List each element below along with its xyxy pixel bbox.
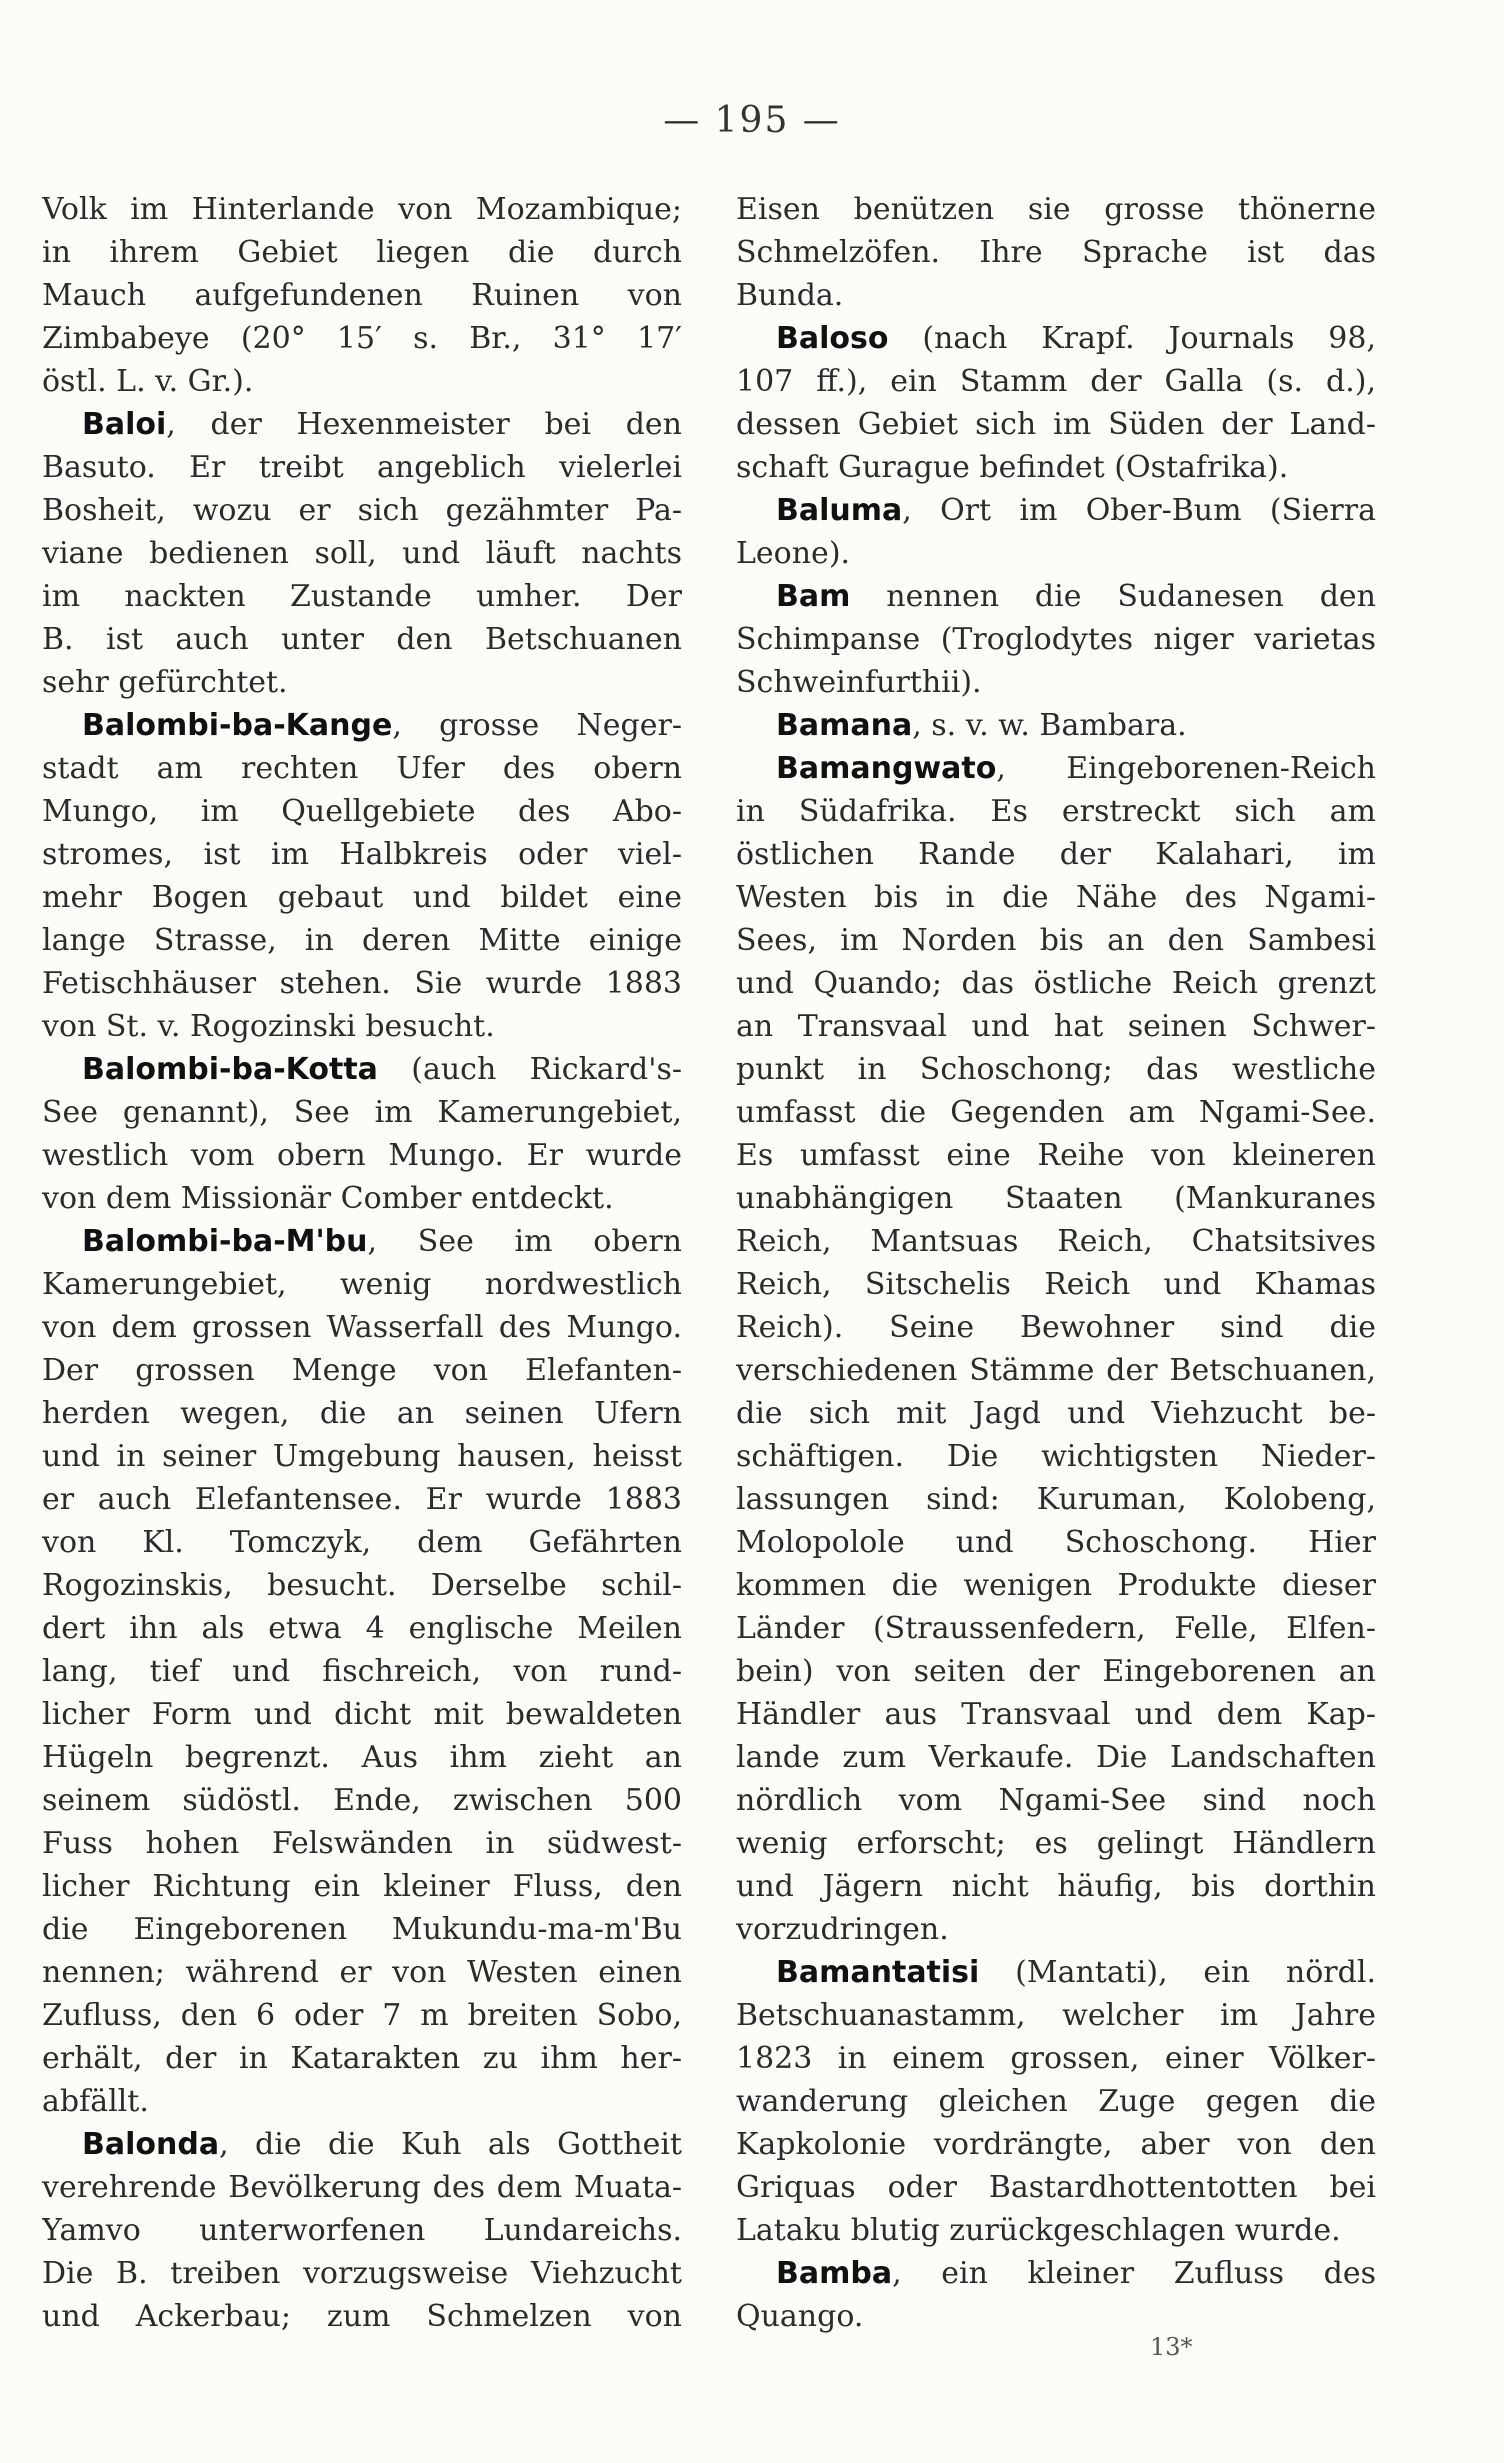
line-text: kommen die wenigen Produkte dieser bbox=[736, 1568, 1376, 1603]
text-line bbox=[42, 962, 682, 1005]
text-line bbox=[42, 1693, 682, 1736]
text-line bbox=[42, 833, 682, 876]
text-line bbox=[42, 1650, 682, 1693]
line-text: Schweinfurthii). bbox=[736, 665, 982, 700]
text-line bbox=[42, 1478, 682, 1521]
line-text: Es umfasst eine Reihe von kleineren bbox=[736, 1138, 1376, 1173]
line-text: Schmelzöfen. Ihre Sprache ist das bbox=[736, 235, 1376, 270]
line-text: unabhängigen Staaten (Mankuranes bbox=[736, 1181, 1376, 1216]
text-line bbox=[42, 1521, 682, 1564]
line-text: dessen Gebiet sich im Süden der Land- bbox=[736, 407, 1376, 442]
line-text: (auch Rickard's- bbox=[377, 1052, 682, 1087]
text-line bbox=[736, 1650, 1376, 1693]
entry-headword: Balombi-ba-Kange bbox=[82, 708, 393, 743]
line-text: lange Strasse, in deren Mitte einige bbox=[42, 923, 682, 958]
line-text: , grosse Neger- bbox=[392, 708, 682, 743]
text-line bbox=[42, 1091, 682, 1134]
text-line bbox=[736, 1306, 1376, 1349]
line-text: herden wegen, die an seinen Ufern bbox=[42, 1396, 682, 1431]
right-column bbox=[736, 188, 1376, 2338]
line-text: Reich, Sitschelis Reich und Khamas bbox=[736, 1267, 1376, 1302]
line-text: nennen die Sudanesen den bbox=[850, 579, 1376, 614]
line-text: Fetischhäuser stehen. Sie wurde 1883 bbox=[42, 966, 682, 1001]
text-line bbox=[736, 790, 1376, 833]
text-line bbox=[42, 2166, 682, 2209]
entry-headword: Balombi-ba-Kotta bbox=[82, 1052, 378, 1087]
entry-headword: Balombi-ba-M'bu bbox=[82, 1224, 368, 1259]
line-text: sehr gefürchtet. bbox=[42, 665, 288, 700]
left-column bbox=[42, 188, 682, 2338]
text-line bbox=[42, 1908, 682, 1951]
text-line bbox=[736, 2295, 1376, 2338]
line-text: licher Form und dicht mit bewaldeten bbox=[42, 1697, 682, 1732]
text-line bbox=[42, 1306, 682, 1349]
text-line bbox=[42, 489, 682, 532]
line-text: licher Richtung ein kleiner Fluss, den bbox=[42, 1869, 682, 1904]
line-text: die sich mit Jagd und Viehzucht be- bbox=[736, 1396, 1376, 1431]
text-line bbox=[42, 1951, 682, 1994]
line-text: Hügeln begrenzt. Aus ihm zieht an bbox=[42, 1740, 682, 1775]
text-line bbox=[736, 1091, 1376, 1134]
line-text: Zimbabeye (20° 15′ s. Br., 31° 17′ bbox=[42, 321, 682, 356]
line-text: Mauch aufgefundenen Ruinen von bbox=[42, 278, 682, 313]
text-line bbox=[42, 1392, 682, 1435]
entry-headword: Balonda bbox=[82, 2127, 220, 2162]
line-text: Lataku blutig zurückgeschlagen wurde. bbox=[736, 2213, 1341, 2248]
line-text: , Ort im Ober-Bum (Sierra bbox=[902, 493, 1376, 528]
text-line bbox=[736, 446, 1376, 489]
text-line bbox=[42, 1048, 682, 1091]
text-line bbox=[42, 790, 682, 833]
text-line bbox=[42, 1779, 682, 1822]
text-line bbox=[42, 1005, 682, 1048]
line-text: Reich). Seine Bewohner sind die bbox=[736, 1310, 1376, 1345]
text-line bbox=[42, 188, 682, 231]
text-line bbox=[42, 919, 682, 962]
line-text: dert ihn als etwa 4 englische Meilen bbox=[42, 1611, 682, 1646]
text-line bbox=[736, 1349, 1376, 1392]
line-text: und in seiner Umgebung hausen, heisst bbox=[42, 1439, 682, 1474]
line-text: Westen bis in die Nähe des Ngami- bbox=[736, 880, 1376, 915]
line-text: punkt in Schoschong; das westliche bbox=[736, 1052, 1376, 1087]
line-text: Griquas oder Bastardhottentotten bei bbox=[736, 2170, 1376, 2205]
line-text: , die die Kuh als Gottheit bbox=[219, 2127, 682, 2162]
text-line bbox=[736, 2166, 1376, 2209]
line-text: westlich vom obern Mungo. Er wurde bbox=[42, 1138, 682, 1173]
text-line bbox=[42, 274, 682, 317]
line-text: Molopolole und Schoschong. Hier bbox=[736, 1525, 1376, 1560]
text-line bbox=[42, 1435, 682, 1478]
text-line bbox=[736, 2080, 1376, 2123]
line-text: von dem Missionär Comber entdeckt. bbox=[42, 1181, 614, 1216]
text-line bbox=[736, 2209, 1376, 2252]
text-line bbox=[736, 2037, 1376, 2080]
line-text: abfällt. bbox=[42, 2084, 149, 2119]
text-line bbox=[736, 1048, 1376, 1091]
text-line bbox=[736, 274, 1376, 317]
line-text: seinem südöstl. Ende, zwischen 500 bbox=[42, 1783, 682, 1818]
line-text: im nackten Zustande umher. Der bbox=[42, 579, 682, 614]
line-text: viane bedienen soll, und läuft nachts bbox=[42, 536, 682, 571]
text-line bbox=[736, 1779, 1376, 1822]
line-text: Rogozinskis, besucht. Derselbe schil- bbox=[42, 1568, 682, 1603]
line-text: wenig erforscht; es gelingt Händlern bbox=[736, 1826, 1376, 1861]
text-line bbox=[42, 2295, 682, 2338]
line-text: , ein kleiner Zufluss des bbox=[892, 2256, 1376, 2291]
line-text: Bosheit, wozu er sich gezähmter Pa- bbox=[42, 493, 682, 528]
text-line bbox=[736, 1908, 1376, 1951]
line-text: an Transvaal und hat seinen Schwer- bbox=[736, 1009, 1376, 1044]
text-line bbox=[42, 1263, 682, 1306]
text-line bbox=[42, 1349, 682, 1392]
line-text: östl. L. v. Gr.). bbox=[42, 364, 254, 399]
text-line bbox=[42, 446, 682, 489]
line-text: 107 ff.), ein Stamm der Galla (s. d.), bbox=[736, 364, 1376, 399]
text-line bbox=[736, 1521, 1376, 1564]
entry-headword: Baluma bbox=[776, 493, 903, 528]
line-text: See genannt), See im Kamerungebiet, bbox=[42, 1095, 682, 1130]
text-line bbox=[42, 661, 682, 704]
sheet-signature: 13* bbox=[1150, 2333, 1193, 2361]
text-line bbox=[42, 618, 682, 661]
text-line bbox=[42, 876, 682, 919]
line-text: und Ackerbau; zum Schmelzen von bbox=[42, 2299, 682, 2334]
text-line bbox=[42, 2252, 682, 2295]
line-text: Fuss hohen Felswänden in südwest- bbox=[42, 1826, 682, 1861]
text-line bbox=[736, 1134, 1376, 1177]
text-line bbox=[736, 704, 1376, 747]
line-text: in Südafrika. Es erstreckt sich am bbox=[736, 794, 1376, 829]
line-text: lassungen sind: Kuruman, Kolobeng, bbox=[736, 1482, 1376, 1517]
line-text: lande zum Verkaufe. Die Landschaften bbox=[736, 1740, 1376, 1775]
text-line bbox=[736, 2123, 1376, 2166]
line-text: wanderung gleichen Zuge gegen die bbox=[736, 2084, 1376, 2119]
entry-headword: Baloi bbox=[82, 407, 167, 442]
text-line bbox=[42, 2037, 682, 2080]
text-line bbox=[736, 833, 1376, 876]
line-text: verschiedenen Stämme der Betschuanen, bbox=[736, 1353, 1376, 1388]
line-text: Yamvo unterworfenen Lundareichs. bbox=[42, 2213, 682, 2248]
text-line bbox=[736, 1607, 1376, 1650]
line-text: Die B. treiben vorzugsweise Viehzucht bbox=[42, 2256, 682, 2291]
text-line bbox=[736, 360, 1376, 403]
text-line bbox=[736, 1392, 1376, 1435]
entry-headword: Bam bbox=[776, 579, 851, 614]
text-line bbox=[42, 532, 682, 575]
text-line bbox=[736, 575, 1376, 618]
line-text: Volk im Hinterlande von Mozambique; bbox=[42, 192, 682, 227]
line-text: , s. v. w. Bambara. bbox=[912, 708, 1187, 743]
text-line bbox=[736, 1478, 1376, 1521]
entry-headword: Bamana bbox=[776, 708, 913, 743]
text-line bbox=[736, 661, 1376, 704]
line-text: von St. v. Rogozinski besucht. bbox=[42, 1009, 495, 1044]
text-line bbox=[736, 1736, 1376, 1779]
page-number: — 195 — bbox=[663, 100, 841, 141]
line-text: stadt am rechten Ufer des obern bbox=[42, 751, 682, 786]
text-line bbox=[42, 2123, 682, 2166]
line-text: in ihrem Gebiet liegen die durch bbox=[42, 235, 682, 270]
line-text: lang, tief und fischreich, von rund- bbox=[42, 1654, 682, 1689]
line-text: bein) von seiten der Eingeborenen an bbox=[736, 1654, 1376, 1689]
text-line bbox=[42, 1822, 682, 1865]
text-line bbox=[736, 2252, 1376, 2295]
text-line bbox=[42, 1220, 682, 1263]
text-line bbox=[736, 1005, 1376, 1048]
line-text: Reich, Mantsuas Reich, Chatsitsives bbox=[736, 1224, 1376, 1259]
line-text: (Mantati), ein nördl. bbox=[979, 1955, 1376, 1990]
text-line bbox=[736, 403, 1376, 446]
text-line bbox=[736, 1220, 1376, 1263]
text-line bbox=[42, 403, 682, 446]
entry-headword: Bamangwato bbox=[776, 751, 997, 786]
text-line bbox=[42, 1177, 682, 1220]
text-line bbox=[42, 231, 682, 274]
line-text: stromes, ist im Halbkreis oder viel- bbox=[42, 837, 682, 872]
line-text: schäftigen. Die wichtigsten Nieder- bbox=[736, 1439, 1376, 1474]
text-line bbox=[42, 704, 682, 747]
text-line bbox=[736, 962, 1376, 1005]
line-text: Zufluss, den 6 oder 7 m breiten Sobo, bbox=[42, 1998, 682, 2033]
line-text: Betschuanastamm, welcher im Jahre bbox=[736, 1998, 1376, 2033]
line-text: Basuto. Er treibt angeblich vielerlei bbox=[42, 450, 682, 485]
text-line bbox=[42, 1134, 682, 1177]
text-line bbox=[42, 575, 682, 618]
line-text: , Eingeborenen-Reich bbox=[996, 751, 1376, 786]
line-text: Länder (Straussenfedern, Felle, Elfen- bbox=[736, 1611, 1376, 1646]
text-line bbox=[42, 1736, 682, 1779]
text-line bbox=[42, 317, 682, 360]
line-text: mehr Bogen gebaut und bildet eine bbox=[42, 880, 682, 915]
text-line bbox=[42, 1564, 682, 1607]
text-line bbox=[736, 188, 1376, 231]
text-line bbox=[736, 1693, 1376, 1736]
text-line bbox=[736, 489, 1376, 532]
text-line bbox=[736, 1177, 1376, 1220]
entry-headword: Bamba bbox=[776, 2256, 893, 2291]
line-text: , der Hexenmeister bei den bbox=[166, 407, 682, 442]
line-text: Leone). bbox=[736, 536, 851, 571]
line-text: (nach Krapf. Journals 98, bbox=[888, 321, 1376, 356]
line-text: von dem grossen Wasserfall des Mungo. bbox=[42, 1310, 682, 1345]
text-line bbox=[736, 1263, 1376, 1306]
text-line bbox=[736, 1435, 1376, 1478]
text-line bbox=[42, 1865, 682, 1908]
text-line bbox=[736, 1865, 1376, 1908]
text-line bbox=[736, 532, 1376, 575]
text-line bbox=[42, 360, 682, 403]
line-text: Eisen benützen sie grosse thönerne bbox=[736, 192, 1376, 227]
text-line bbox=[736, 231, 1376, 274]
line-text: und Jägern nicht häufig, bis dorthin bbox=[736, 1869, 1376, 1904]
line-text: Händler aus Transvaal und dem Kap- bbox=[736, 1697, 1376, 1732]
text-line bbox=[42, 2080, 682, 2123]
text-line bbox=[736, 747, 1376, 790]
line-text: die Eingeborenen Mukundu-ma-m'Bu bbox=[42, 1912, 682, 1947]
entry-headword: Bamantatisi bbox=[776, 1955, 980, 1990]
line-text: B. ist auch unter den Betschuanen bbox=[42, 622, 682, 657]
text-line bbox=[736, 876, 1376, 919]
line-text: Kamerungebiet, wenig nordwestlich bbox=[42, 1267, 682, 1302]
text-line bbox=[736, 317, 1376, 360]
line-text: Bunda. bbox=[736, 278, 844, 313]
text-line bbox=[736, 618, 1376, 661]
text-line bbox=[42, 747, 682, 790]
line-text: er auch Elefantensee. Er wurde 1883 bbox=[42, 1482, 682, 1517]
line-text: , See im obern bbox=[367, 1224, 682, 1259]
text-line bbox=[42, 2209, 682, 2252]
text-line bbox=[736, 919, 1376, 962]
entry-headword: Baloso bbox=[776, 321, 889, 356]
text-line bbox=[736, 1564, 1376, 1607]
line-text: nennen; während er von Westen einen bbox=[42, 1955, 682, 1990]
line-text: verehrende Bevölkerung des dem Muata- bbox=[42, 2170, 682, 2205]
line-text: Kapkolonie vordrängte, aber von den bbox=[736, 2127, 1376, 2162]
line-text: östlichen Rande der Kalahari, im bbox=[736, 837, 1376, 872]
line-text: Mungo, im Quellgebiete des Abo- bbox=[42, 794, 682, 829]
line-text: Sees, im Norden bis an den Sambesi bbox=[736, 923, 1376, 958]
line-text: schaft Gurague befindet (Ostafrika). bbox=[736, 450, 1289, 485]
line-text: nördlich vom Ngami-See sind noch bbox=[736, 1783, 1376, 1818]
line-text: und Quando; das östliche Reich grenzt bbox=[736, 966, 1376, 1001]
text-line bbox=[736, 1951, 1376, 1994]
line-text: 1823 in einem grossen, einer Völker- bbox=[736, 2041, 1376, 2076]
text-line bbox=[736, 1994, 1376, 2037]
line-text: umfasst die Gegenden am Ngami-See. bbox=[736, 1095, 1376, 1130]
line-text: vorzudringen. bbox=[736, 1912, 949, 1947]
text-line bbox=[42, 1994, 682, 2037]
text-line bbox=[42, 1607, 682, 1650]
line-text: Der grossen Menge von Elefanten- bbox=[42, 1353, 682, 1388]
line-text: von Kl. Tomczyk, dem Gefährten bbox=[42, 1525, 682, 1560]
line-text: erhält, der in Katarakten zu ihm her- bbox=[42, 2041, 682, 2076]
line-text: Quango. bbox=[736, 2299, 864, 2334]
text-line bbox=[736, 1822, 1376, 1865]
line-text: Schimpanse (Troglodytes niger varietas bbox=[736, 622, 1376, 657]
